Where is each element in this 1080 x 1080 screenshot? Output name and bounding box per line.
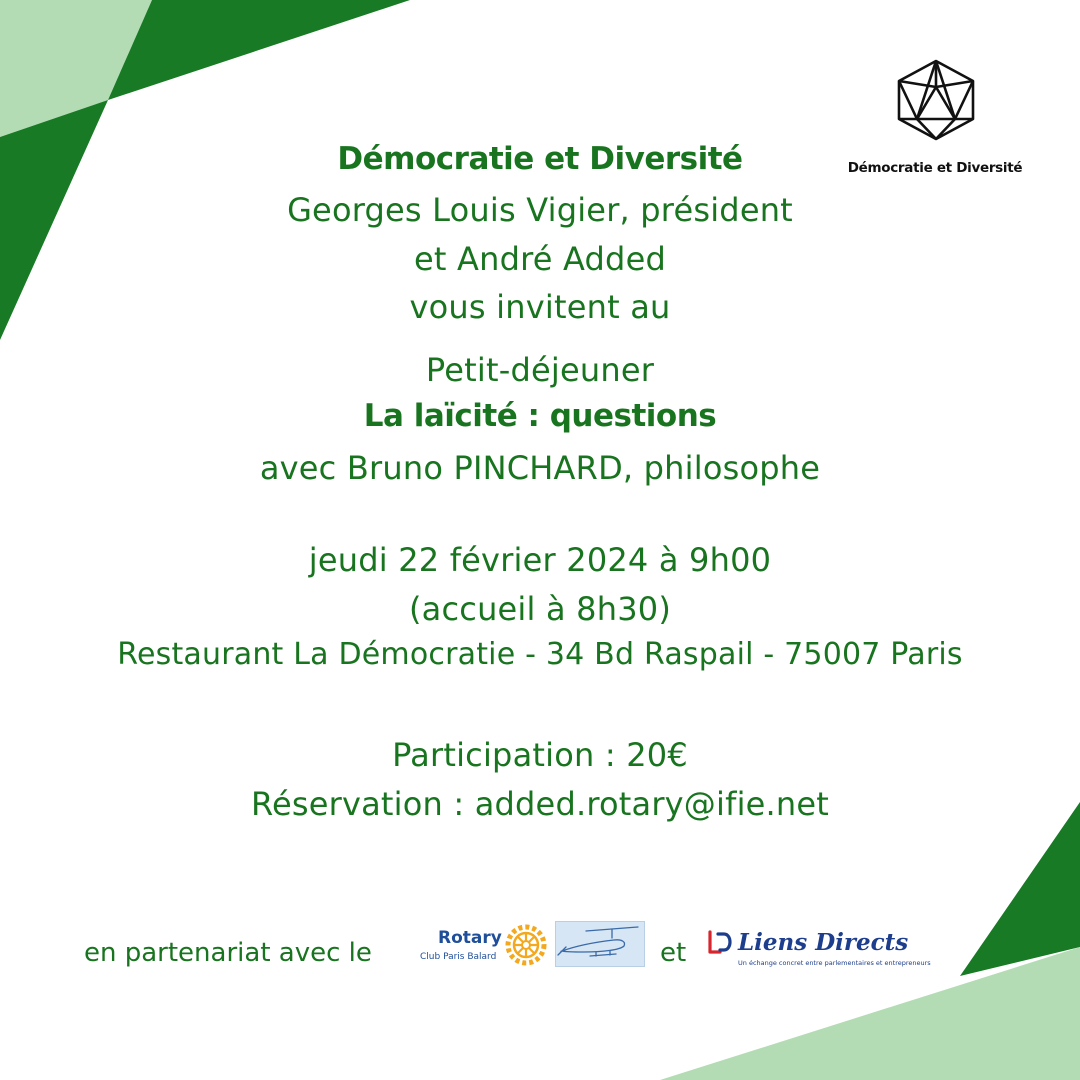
speaker-line: avec Bruno PINCHARD, philosophe (259, 449, 821, 487)
host-line-2: et André Added (414, 240, 666, 278)
helicopter-logo (555, 921, 645, 967)
partnership-text: en partenariat avec le (84, 938, 372, 968)
event-type: Petit-déjeuner (425, 351, 655, 389)
helicopter-icon (556, 922, 644, 966)
rotary-name: Rotary (438, 928, 502, 948)
venue-address: Restaurant La Démocratie - 34 Bd Raspail - 75007 Paris (117, 637, 963, 672)
event-title: La laïcité : questions (363, 398, 717, 434)
liens-directs-tagline: Un échange concret entre parlementaires et entrepreneurs (738, 959, 931, 967)
organization-name: Démocratie et Diversité (337, 141, 743, 177)
top-left-dark-shape (108, 0, 410, 100)
partner-conjunction: et (660, 938, 687, 968)
logo-caption: Démocratie et Diversité (847, 160, 1023, 176)
welcome-time: (accueil à 8h30) (408, 590, 672, 628)
reservation-contact: Réservation : added.rotary@ifie.net (250, 785, 830, 823)
icosahedron-icon (895, 59, 977, 141)
rotary-wheel-icon (504, 923, 548, 967)
rotary-logo (418, 920, 550, 970)
event-date: jeudi 22 février 2024 à 9h00 (308, 541, 772, 579)
liens-directs-mark-icon (706, 928, 736, 958)
participation-fee: Participation : 20€ (392, 736, 688, 774)
invite-line: vous invitent au (409, 288, 671, 326)
bottom-right-dark-shape (960, 802, 1080, 976)
rotary-club-name: Club Paris Balard (420, 952, 497, 962)
liens-directs-logo (706, 926, 946, 972)
liens-directs-name: Liens Directs (738, 929, 909, 956)
host-line-1: Georges Louis Vigier, président (287, 191, 793, 229)
